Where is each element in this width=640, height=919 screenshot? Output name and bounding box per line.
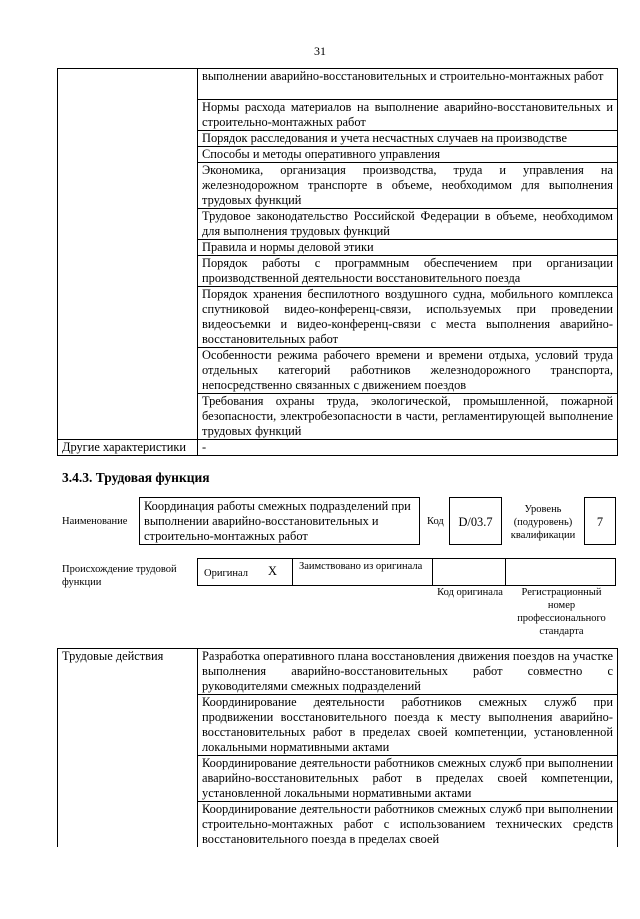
page-number: 31	[314, 44, 326, 58]
code-label: Код	[427, 516, 444, 527]
origin-code-cell	[432, 558, 506, 586]
knowledge-item: Требования охраны труда, экологической, промышленной, пожарной безопасности, электробезопасности в части, регламентирующей выполнение трудовых функций	[198, 394, 618, 440]
origin-label: Происхождение трудовой функции	[62, 564, 177, 588]
original-mark: X	[268, 564, 277, 578]
table-row	[58, 69, 618, 100]
code-box	[449, 497, 502, 545]
borrowed-label: Заимствовано из оригинала	[299, 561, 423, 572]
borrowed-cell	[292, 558, 433, 586]
table-row	[58, 649, 618, 695]
reg-caption: Регистрационный номер профессионального стандарта	[517, 587, 606, 637]
knowledge-item: Нормы расхода материалов на выполнение аварийно-восстановительных и строительно-монтажных работ	[198, 100, 618, 131]
function-name-box	[139, 497, 420, 545]
action-item: Координирование деятельности работников смежных служб при выполнении строительно-монтажных работ с использованием технических средств восстановительного поезда в пределах своей	[198, 802, 618, 848]
origin-reg-cell	[505, 558, 616, 586]
name-label: Наименование	[62, 516, 128, 527]
level-label: Уровень (подуровень) квалификации	[510, 504, 576, 541]
function-name: Координация работы смежных подразделений при выполнении аварийно-восстановительных и строительно-монтажных работ	[144, 499, 411, 543]
table-row	[58, 440, 618, 456]
knowledge-item: Способы и методы оперативного управления	[198, 147, 618, 163]
original-label: Оригинал	[204, 568, 248, 579]
actions-label: Трудовые действия	[58, 649, 198, 848]
level-box	[584, 497, 616, 545]
code-caption: Код оригинала	[437, 587, 503, 598]
action-item: Координирование деятельности работников смежных служб при продвижении восстановительного поезда к месту выполнения аварийно-восстановительных работ в пределах своей компетенции, установленной локальными нормативными актами	[198, 695, 618, 756]
knowledge-item: Порядок расследования и учета несчастных случаев на производстве	[198, 131, 618, 147]
knowledge-item: Правила и нормы деловой этики	[198, 240, 618, 256]
action-item: Разработка оперативного плана восстановления движения поездов на участке выполнения аварийно-восстановительных работ совместно с руководителями смежных подразделений	[198, 649, 618, 695]
knowledge-table	[57, 68, 618, 456]
knowledge-item: Экономика, организация производства, труда и управления на железнодорожном транспорте в объеме, необходимом для выполнения трудовых функций	[198, 163, 618, 209]
knowledge-item: Трудовое законодательство Российской Федерации в объеме, необходимом для выполнения трудовых функций	[198, 209, 618, 240]
other-characteristics-label: Другие характеристики	[58, 440, 198, 456]
section-heading: 3.4.3. Трудовая функция	[62, 470, 210, 485]
actions-table	[57, 648, 618, 847]
action-item: Координирование деятельности работников смежных служб при выполнении аварийно-восстановительных работ в пределах своей компетенции, установленной локальными нормативными актами	[198, 756, 618, 802]
knowledge-item: выполнении аварийно-восстановительных и строительно-монтажных работ	[198, 69, 618, 100]
knowledge-item: Особенности режима рабочего времени и времени отдыха, условий труда отдельных категорий работников железнодорожного транспорта, непосредственно связанных с движением поездов	[198, 348, 618, 394]
code-value: D/03.7	[458, 515, 493, 529]
level-value: 7	[596, 515, 604, 529]
other-characteristics-value: -	[198, 440, 618, 456]
knowledge-item: Порядок хранения беспилотного воздушного судна, мобильного комплекса спутниковой видео-конференц-связи, используемых при проведении видеосъемки и видео-конференц-связи с места выполнения аварийно-восстановительных работ	[198, 287, 618, 348]
knowledge-item: Порядок работы с программным обеспечением при организации производственной деятельности восстановительного поезда	[198, 256, 618, 287]
empty-label-cell	[58, 69, 198, 440]
original-cell	[197, 558, 293, 586]
